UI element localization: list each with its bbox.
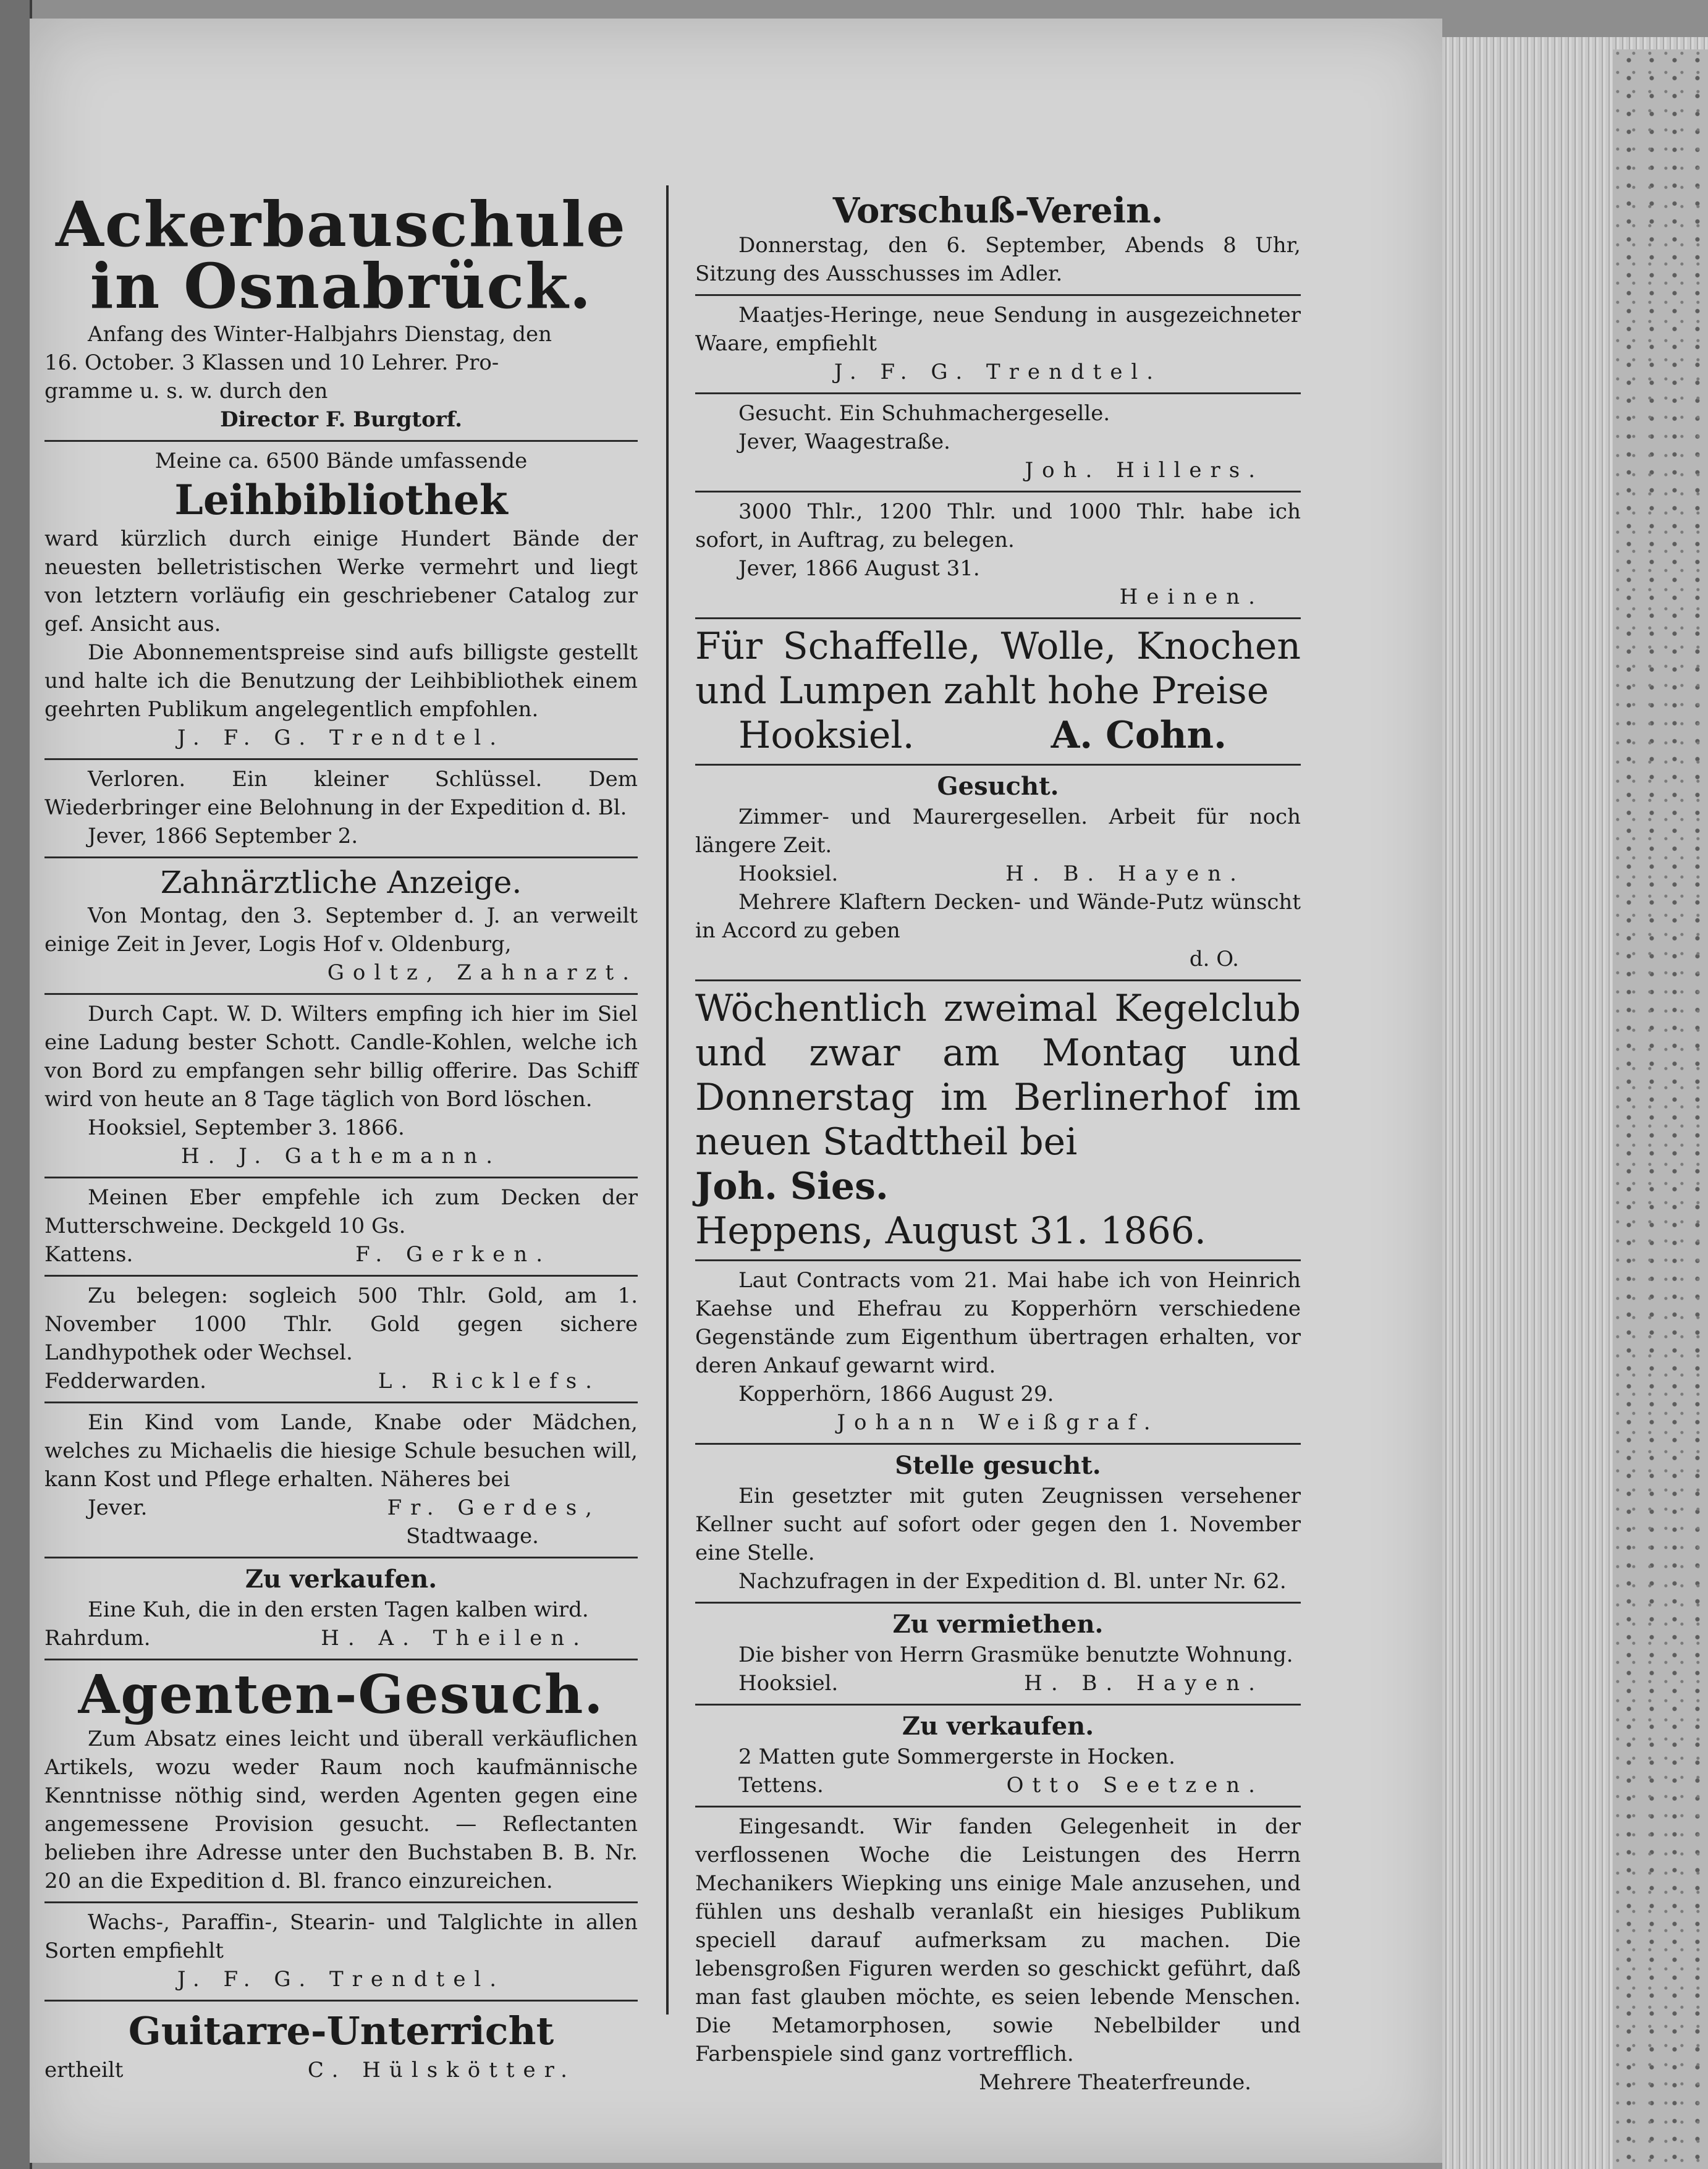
ad-text: Anfang des Winter-Halbjahrs Dienstag, den bbox=[88, 322, 552, 347]
ad-text: Meine ca. 6500 Bände umfassende bbox=[154, 449, 528, 473]
ad-signature: Mehrere Theaterfreunde. bbox=[979, 2070, 1251, 2095]
ad-place: Hooksiel. bbox=[738, 714, 915, 757]
ad-text: Durch Capt. W. D. Wilters empfing ich hier im Siel eine Ladung bester Schott. Candle-Kohlen, welche ich von Bord zu empfangen sehr billig offerire. Das Schiff wird von heute an 8 Tage täglich von Bord löschen. bbox=[44, 1002, 638, 1112]
ad-text: Für Schaffelle, Wolle, Knochen und Lumpen zahlt hohe Preise bbox=[695, 625, 1301, 712]
ad-agenten bbox=[44, 1660, 638, 1903]
ad-text: Meinen Eber empfehle ich zum Decken der Mutterschweine. Deckgeld 10 Gs. bbox=[44, 1185, 638, 1238]
ad-signature: H. B. Hayen. bbox=[1024, 1671, 1264, 1696]
ad-ackerbauschule bbox=[44, 185, 638, 442]
ad-eingesandt bbox=[695, 1808, 1301, 2103]
ad-place: Jever, 1866 September 2. bbox=[88, 824, 358, 848]
ad-signature: Otto Seetzen. bbox=[1006, 1773, 1264, 1798]
ad-signature: Heinen. bbox=[1119, 585, 1264, 609]
ad-gerste bbox=[695, 1706, 1301, 1808]
ad-text: Gesucht. Ein Schuhmachergeselle. bbox=[738, 401, 1110, 426]
ad-text: Donnerstag, den 6. September, Abends 8 Uhr, Sitzung des Ausschusses im Adler. bbox=[695, 233, 1301, 286]
ad-place: Hooksiel. bbox=[738, 861, 839, 886]
ad-text: Wachs-, Paraffin-, Stearin- und Talglichte in allen Sorten empfiehlt bbox=[44, 1910, 638, 1963]
ad-signature: Joh. Sies. bbox=[695, 1165, 889, 1208]
ad-belegen bbox=[44, 1277, 638, 1403]
ad-signature: C. Hülskötter. bbox=[307, 2058, 576, 2082]
ad-signature: Goltz, Zahnarzt. bbox=[327, 960, 638, 985]
ad-signature: d. O. bbox=[1189, 947, 1239, 971]
ad-text: Eingesandt. Wir fanden Gelegenheit in der verflossenen Woche die Leistungen des Herrn Mechanikers Wiepking uns einige Male anzusehen, und fühlen uns deshalb veranlaßt ein hiesiges Publikum speciell darauf aufmerksam zu machen. Die lebensgroßen Figuren werden so geschickt geführt, daß man fast glauben möchte, es seien lebende Menschen. Die Metamorphosen, sowie Nebelbilder und Farbenspiele sind ganz vortrefflich. bbox=[695, 1814, 1301, 2066]
ad-eber bbox=[44, 1178, 638, 1277]
ad-leihbibliothek bbox=[44, 442, 638, 760]
ad-signature: Joh. Hillers. bbox=[1025, 458, 1264, 483]
ad-vermiethen bbox=[695, 1604, 1301, 1706]
ad-text: Verloren. Ein kleiner Schlüssel. Dem Wiederbringer eine Belohnung in der Expedition d. Bl. bbox=[44, 767, 638, 820]
left-column bbox=[44, 185, 638, 2091]
ad-title-line2: in Osnabrück. bbox=[90, 250, 593, 323]
ad-text: Ein Kind vom Lande, Knabe oder Mädchen, welches zu Michaelis die hiesige Schule besuchen will, kann Kost und Pflege erhalten. Näheres bei bbox=[44, 1410, 638, 1492]
ad-place: Jever, 1866 August 31. bbox=[738, 556, 980, 581]
ad-signature: Fr. Gerdes, bbox=[387, 1495, 601, 1520]
ad-text: 3000 Thlr., 1200 Thlr. und 1000 Thlr. habe ich sofort, in Auftrag, zu belegen. bbox=[695, 499, 1301, 552]
ad-schaffelle bbox=[695, 619, 1301, 766]
ad-text: ward kürzlich durch einige Hundert Bände der neuesten belletristischen Werke vermehrt und liegt von letztern vorläufig ein geschriebener Catalog zur gef. Ansicht aus. bbox=[44, 526, 638, 636]
ad-title: Vorschuß-Verein. bbox=[832, 190, 1164, 231]
ad-signature: H. A. Theilen. bbox=[321, 1626, 588, 1651]
right-column bbox=[695, 185, 1301, 2103]
ad-heringe bbox=[695, 296, 1301, 394]
ad-text: Maatjes-Heringe, neue Sendung in ausgezeichneter Waare, empfiehlt bbox=[695, 303, 1301, 356]
ad-text: Wöchentlich zweimal Kegelclub und zwar am Montag und Donnerstag im Berlinerhof im neuen Stadttheil bei bbox=[695, 987, 1301, 1164]
ad-text: Eine Kuh, die in den ersten Tagen kalben wird. bbox=[88, 1597, 589, 1622]
ad-place: Rahrdum. bbox=[44, 1626, 151, 1651]
ad-signature: H. J. Gathemann. bbox=[180, 1144, 502, 1169]
ad-place: Hooksiel, September 3. 1866. bbox=[88, 1115, 405, 1140]
ad-signature: Director F. Burgtorf. bbox=[220, 407, 462, 432]
ad-kohlen bbox=[44, 995, 638, 1178]
ad-place: Heppens, August 31. 1866. bbox=[695, 1209, 1206, 1253]
ad-place: Fedderwarden. bbox=[44, 1369, 206, 1393]
ad-place: Jever. bbox=[88, 1495, 148, 1520]
ad-text: ertheilt bbox=[44, 2058, 124, 2082]
ad-heading: Stelle gesucht. bbox=[895, 1451, 1101, 1480]
left-page-edge bbox=[0, 0, 32, 2169]
ad-title: Guitarre-Unterricht bbox=[128, 2008, 554, 2053]
ad-guitarre bbox=[44, 2002, 638, 2091]
ad-heading: Zu verkaufen. bbox=[245, 1565, 438, 1594]
ad-text: Laut Contracts vom 21. Mai habe ich von Heinrich Kaehse und Ehefrau zu Kopperhörn verschiedene Gegenstände zum Eigenthum übertragen erhalten, vor deren Ankauf gewarnt wird. bbox=[695, 1268, 1301, 1378]
ad-text: Zu belegen: sogleich 500 Thlr. Gold, am 1. November 1000 Thlr. Gold gegen sichere Landhypothek oder Wechsel. bbox=[44, 1283, 638, 1365]
ad-signature: F. Gerken. bbox=[355, 1242, 551, 1267]
ad-title: Ackerbauschule bbox=[56, 188, 627, 261]
ad-text: Von Montag, den 3. September d. J. an verweilt einige Zeit in Jever, Logis Hof v. Oldenburg, bbox=[44, 903, 638, 957]
ad-place: Kattens. bbox=[44, 1242, 133, 1267]
book-spine-speckle bbox=[1613, 49, 1708, 2169]
ad-kind bbox=[44, 1403, 638, 1558]
ad-vorschuss bbox=[695, 185, 1301, 296]
ad-text: Die Abonnementspreise sind aufs billigste gestellt und halte ich die Benutzung der Leihbibliothek einem geehrten Publikum angelegentlich empfohlen. bbox=[44, 640, 638, 722]
ad-kuh bbox=[44, 1558, 638, 1660]
ad-heading: Zu vermiethen. bbox=[892, 1610, 1104, 1639]
ad-place: Jever, Waagestraße. bbox=[738, 429, 950, 454]
ad-text: Nachzufragen in der Expedition d. Bl. unter Nr. 62. bbox=[738, 1569, 1287, 1594]
ad-place: Tettens. bbox=[738, 1773, 824, 1798]
ad-signature: Johann Weißgraf. bbox=[837, 1410, 1159, 1435]
ad-contract bbox=[695, 1261, 1301, 1445]
ad-place: Hooksiel. bbox=[738, 1671, 839, 1696]
ad-lichte bbox=[44, 1903, 638, 2002]
ad-text: 16. October. 3 Klassen und 10 Lehrer. Pro- bbox=[44, 350, 499, 375]
ad-place: Kopperhörn, 1866 August 29. bbox=[738, 1382, 1054, 1406]
ad-title: Leihbibliothek bbox=[174, 476, 508, 524]
ad-verloren bbox=[44, 760, 638, 858]
ad-text: gramme u. s. w. durch den bbox=[44, 379, 328, 404]
ad-text: Zum Absatz eines leicht und überall verkäuflichen Artikels, wozu weder Raum noch kaufmännische Kenntnisse nöthig sind, werden Agenten gegen eine angemessene Provision gesucht. — Reflectanten belieben ihre Adresse unter den Buchstaben B. B. Nr. 20 an die Expedition d. Bl. franco einzureichen. bbox=[44, 1727, 638, 1893]
ad-text: 2 Matten gute Sommergerste in Hocken. bbox=[738, 1744, 1175, 1769]
ad-heading: Gesucht. bbox=[937, 772, 1059, 801]
ad-signature: A. Cohn. bbox=[1051, 714, 1227, 757]
ad-signature: H. B. Hayen. bbox=[1005, 861, 1245, 886]
ad-zimmer bbox=[695, 766, 1301, 981]
ad-kegelclub bbox=[695, 981, 1301, 1261]
ad-signature: Stadtwaage. bbox=[406, 1524, 539, 1549]
ad-signature: L. Ricklefs. bbox=[378, 1369, 601, 1393]
column-rule bbox=[666, 185, 669, 2015]
ad-title: Agenten-Gesuch. bbox=[78, 1664, 604, 1726]
ad-text: Mehrere Klaftern Decken- und Wände-Putz wünscht in Accord zu geben bbox=[695, 890, 1301, 943]
ad-zahnarzt bbox=[44, 858, 638, 995]
ad-signature: J. F. G. Trendtel. bbox=[177, 1967, 505, 1992]
ad-thaler bbox=[695, 493, 1301, 619]
ad-text: Die bisher von Herrn Grasmüke benutzte Wohnung. bbox=[738, 1643, 1293, 1667]
ad-text: Ein gesetzter mit guten Zeugnissen versehener Kellner sucht auf sofort oder gegen den 1. November eine Stelle. bbox=[695, 1484, 1301, 1565]
ad-signature: J. F. G. Trendtel. bbox=[177, 725, 505, 750]
ad-title: Zahnärztliche Anzeige. bbox=[160, 865, 522, 900]
ad-signature: J. F. G. Trendtel. bbox=[834, 360, 1162, 384]
ad-text: Zimmer- und Maurergesellen. Arbeit für noch längere Zeit. bbox=[695, 805, 1301, 858]
ad-heading: Zu verkaufen. bbox=[902, 1712, 1094, 1741]
ad-stelle bbox=[695, 1445, 1301, 1604]
ad-schuhmacher bbox=[695, 394, 1301, 493]
